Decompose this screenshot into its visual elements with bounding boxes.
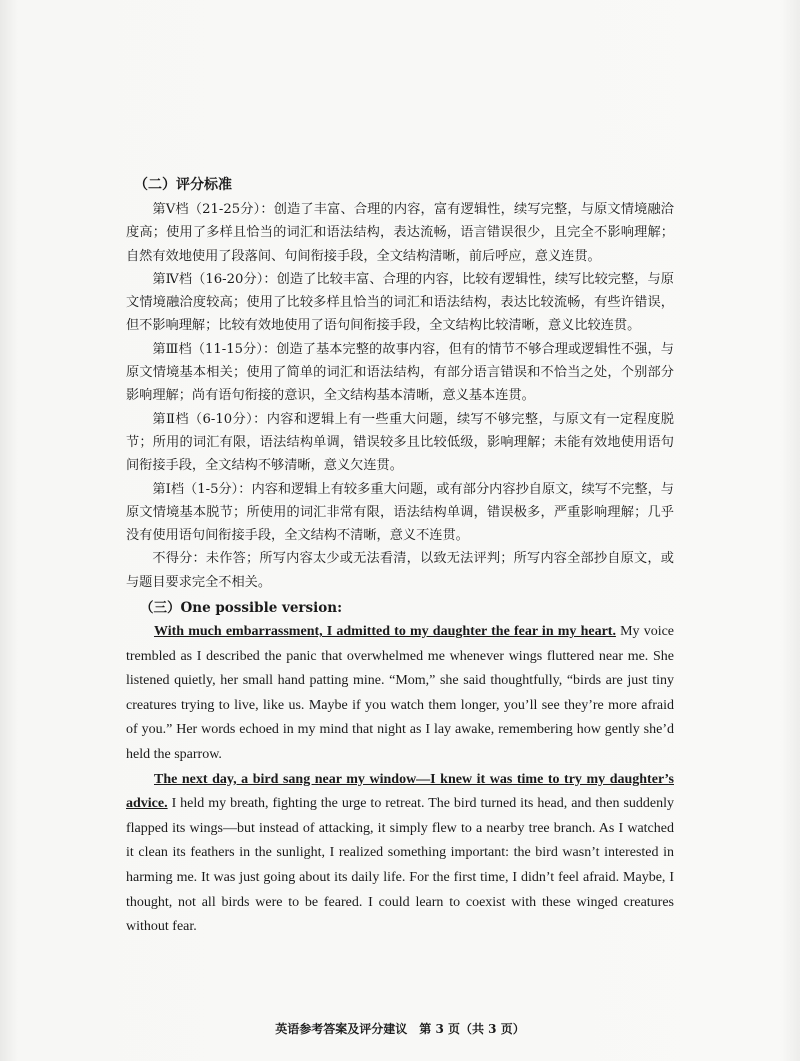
paragraph-1-body: My voice trembled as I described the panic that overwhelmed me whenever wings fluttered near me. She listened quietly, her small hand patting mine. “Mom,” she said thoughtfully, “birds are just tiny creatures trying to live, like us. Maybe if you watch them longer, you’ll see they’re more afraid of you.” Her words echoed in my mind that night as I lay awake, remembering how gently she’d held the sparrow. — [126, 624, 675, 763]
grading-level-1: 第Ⅰ档（1-5分）：内容和逻辑上有较多重大问题，或有部分内容抄自原文，续写不完整，与原文情境基本脱节；所使用的词汇非常有限，语法结构单调，错误极多，严重影响理解；几乎没有使用语句间衔接手段，全文结构不清晰，意义不连贯。 — [126, 481, 674, 544]
version-paragraph-2 — [126, 768, 674, 940]
paragraph-1-lead-sentence: With much embarrassment, I admitted to my daughter the fear in my heart. — [154, 624, 616, 640]
grading-level-3: 第Ⅲ档（11-15分）：创造了基本完整的故事内容，但有的情节不够合理或逻辑性不强，与原文情境基本相关；使用了简单的词汇和语法结构，有部分语言错误和不恰当之处，个别部分影响理解；尚有语句衔接的意识，全文结构基本清晰，意义基本连贯。 — [126, 341, 674, 404]
grading-level-2: 第Ⅱ档（6-10分）：内容和逻辑上有一些重大问题，续写不够完整，与原文有一定程度脱节；所用的词汇有限，语法结构单调，错误较多且比较低级，影响理解；未能有效地使用语句间衔接手段，全文结构不够清晰，意义欠连贯。 — [126, 411, 674, 474]
answer-content — [126, 174, 674, 940]
page-footer: 英语参考答案及评分建议 第 3 页（共 3 页） — [275, 1022, 525, 1036]
grading-level-4: 第Ⅳ档（16-20分）：创造了比较丰富、合理的内容，比较有逻辑性，续写比较完整，与原文情境融洽度较高；使用了比较多样且恰当的词汇和语法结构，表达比较流畅，有些许错误，但不影响理解；比较有效地使用了语句间衔接手段，全文结构比较清晰，意义比较连贯。 — [126, 271, 674, 334]
grading-level-5: 第Ⅴ档（21-25分）：创造了丰富、合理的内容，富有逻辑性，续写完整，与原文情境融洽度高；使用了多样且恰当的词汇和语法结构，表达流畅，语言错误很少，且完全不影响理解；自然有效地使用了段落间、句间衔接手段，全文结构清晰，前后呼应，意义连贯。 — [126, 202, 674, 264]
version-paragraph-1 — [126, 620, 674, 768]
paragraph-2-lead-sentence: The next day, a bird sang near my window—I knew it was time to try my daughter’s advice. — [126, 771, 674, 812]
version-heading: （三）One possible version: — [140, 600, 343, 617]
grading-heading: （二）评分标准 — [134, 177, 232, 193]
grading-no-score: 不得分：未作答；所写内容太少或无法看清，以致无法评判；所写内容全部抄自原文，或与题目要求完全不相关。 — [126, 551, 674, 590]
paragraph-2-body: I held my breath, fighting the urge to retreat. The bird turned its head, and then suddenly flapped its wings—but instead of attacking, it simply flew to a nearby tree branch. As I watched it clean its feathers in the sunlight, I realized something important: the bird wasn’t interested in harming me. It was just going about its daily life. For the first time, I didn’t feel afraid. Maybe, I thought, not all birds were to be feared. I could learn to coexist with these winged creatures without fear. — [126, 796, 674, 935]
